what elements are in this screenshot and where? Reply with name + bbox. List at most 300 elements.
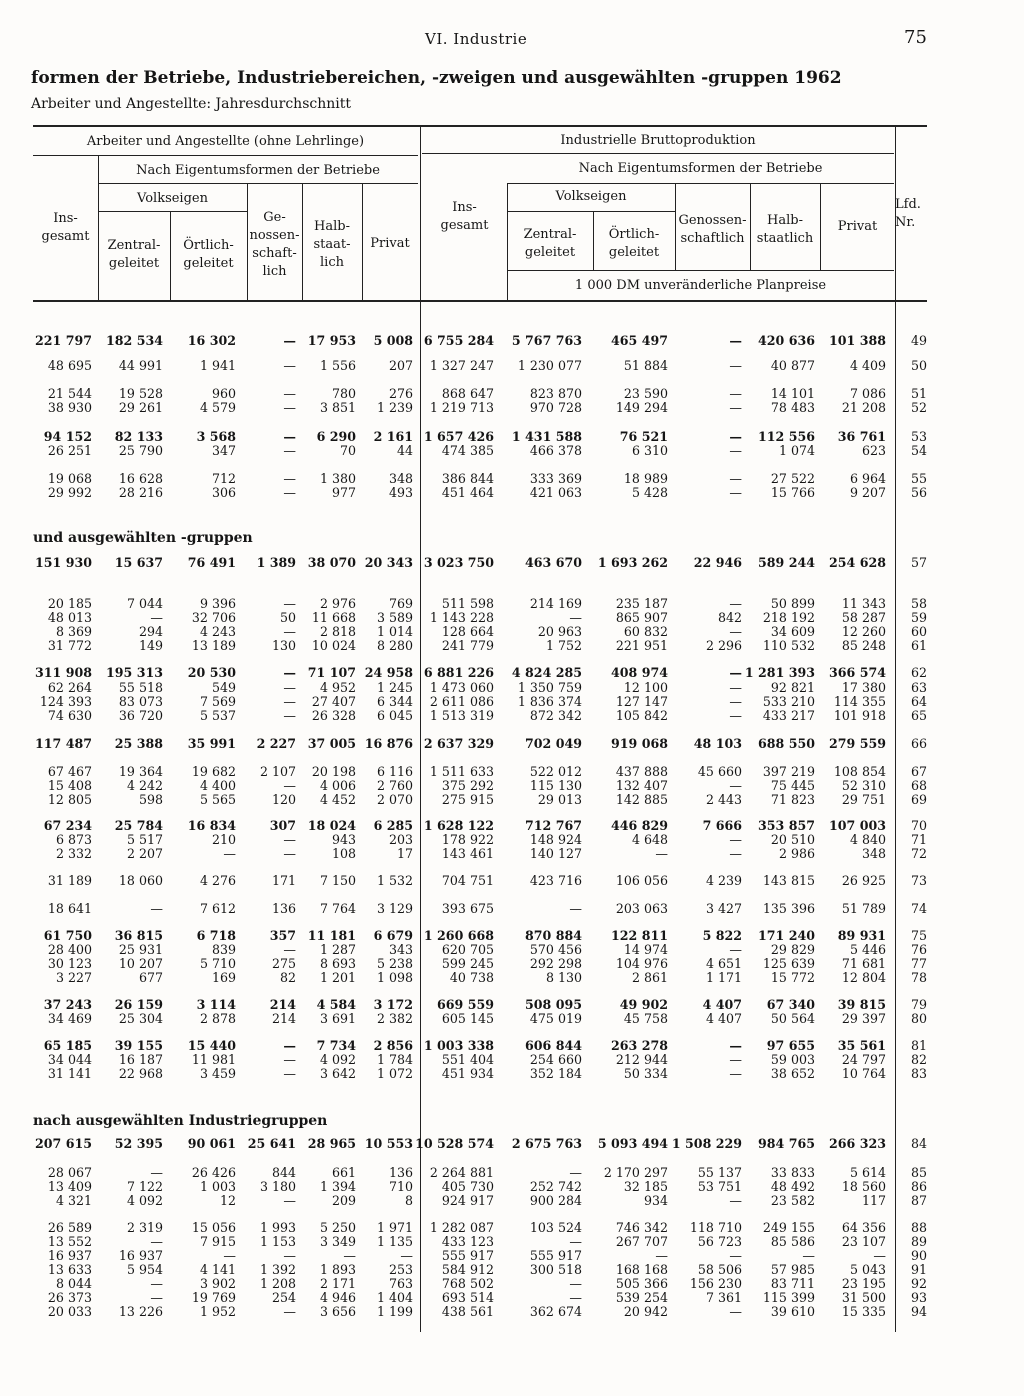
cell-halbstaatlich: 2 171 bbox=[319, 1276, 356, 1291]
cell-zentralgeleitet: 16 937 bbox=[118, 1248, 163, 1263]
cell-oertlichgeleitet: 306 bbox=[211, 485, 236, 500]
cell-privat: 10 553 bbox=[364, 1136, 413, 1151]
cell-produktion-genossenschaftlich: 118 710 bbox=[689, 1220, 742, 1235]
cell-insgesamt: 8 369 bbox=[55, 624, 92, 639]
table-row bbox=[0, 1276, 1024, 1291]
table-row bbox=[0, 778, 1024, 793]
cell-lfd-nr: 59 bbox=[910, 610, 927, 625]
header-insgesamt-left: Ins- gesamt bbox=[41, 211, 90, 244]
cell-produktion-privat: 15 335 bbox=[841, 1304, 886, 1319]
cell-oertlichgeleitet: 16 302 bbox=[187, 333, 236, 348]
cell-halbstaatlich: 7 764 bbox=[319, 901, 356, 916]
cell-produktion-oertlichgeleitet: 746 342 bbox=[615, 1220, 668, 1235]
cell-privat: 20 343 bbox=[364, 555, 413, 570]
cell-produktion-zentralgeleitet: 463 670 bbox=[525, 555, 582, 570]
cell-produktion-genossenschaftlich: 7 666 bbox=[702, 818, 742, 833]
cell-produktion-genossenschaftlich: 1 171 bbox=[705, 970, 742, 985]
cell-genossenschaftlich: 50 bbox=[279, 610, 296, 625]
cell-produktion-insgesamt: 6 881 226 bbox=[423, 665, 494, 680]
cell-produktion-halbstaatlich: 23 582 bbox=[770, 1193, 815, 1208]
cell-genossenschaftlich: 307 bbox=[269, 818, 296, 833]
cell-insgesamt: 67 234 bbox=[43, 818, 92, 833]
cell-halbstaatlich: 4 952 bbox=[319, 680, 356, 695]
cell-produktion-genossenschaftlich: — bbox=[729, 942, 742, 957]
cell-privat: 5 238 bbox=[376, 956, 413, 971]
cell-oertlichgeleitet: 4 276 bbox=[199, 873, 236, 888]
cell-produktion-genossenschaftlich: — bbox=[729, 429, 742, 444]
cell-produktion-zentralgeleitet: 872 342 bbox=[529, 708, 582, 723]
cell-halbstaatlich: 1 394 bbox=[319, 1179, 356, 1194]
cell-produktion-privat: 23 195 bbox=[841, 1276, 886, 1291]
cell-privat: 2 760 bbox=[376, 778, 413, 793]
cell-genossenschaftlich: 214 bbox=[269, 997, 296, 1012]
cell-produktion-halbstaatlich: 14 101 bbox=[770, 386, 815, 401]
cell-oertlichgeleitet: 4 243 bbox=[199, 624, 236, 639]
cell-oertlichgeleitet: 7 612 bbox=[199, 901, 236, 916]
cell-produktion-oertlichgeleitet: 1 693 262 bbox=[597, 555, 668, 570]
cell-produktion-oertlichgeleitet: 2 170 297 bbox=[603, 1165, 668, 1180]
table-row bbox=[0, 970, 1024, 985]
cell-lfd-nr: 92 bbox=[910, 1276, 927, 1291]
cell-genossenschaftlich: 1 993 bbox=[259, 1220, 296, 1235]
header-rule bbox=[33, 155, 418, 156]
cell-insgesamt: 37 243 bbox=[43, 997, 92, 1012]
cell-produktion-privat: 35 561 bbox=[837, 1038, 886, 1053]
cell-genossenschaftlich: — bbox=[283, 1304, 296, 1319]
cell-halbstaatlich: 1 380 bbox=[319, 471, 356, 486]
cell-produktion-privat: 89 931 bbox=[837, 928, 886, 943]
cell-halbstaatlich: 7 150 bbox=[319, 873, 356, 888]
cell-genossenschaftlich: 2 107 bbox=[259, 764, 296, 779]
cell-produktion-zentralgeleitet: — bbox=[569, 1165, 582, 1180]
cell-insgesamt: 18 641 bbox=[47, 901, 92, 916]
cell-produktion-privat: 10 764 bbox=[841, 1066, 886, 1081]
cell-produktion-halbstaatlich: 83 711 bbox=[770, 1276, 815, 1291]
cell-privat: 253 bbox=[388, 1262, 413, 1277]
cell-insgesamt: 207 615 bbox=[35, 1136, 92, 1151]
cell-privat: 1 014 bbox=[376, 624, 413, 639]
cell-produktion-zentralgeleitet: — bbox=[569, 1276, 582, 1291]
cell-produktion-halbstaatlich: 1 281 393 bbox=[744, 665, 815, 680]
header-workers: Arbeiter und Angestellte (ohne Lehrlinge) bbox=[86, 134, 365, 149]
cell-produktion-oertlichgeleitet: 12 100 bbox=[623, 680, 668, 695]
cell-genossenschaftlich: — bbox=[283, 358, 296, 373]
table-row bbox=[0, 610, 1024, 625]
cell-produktion-oertlichgeleitet: 203 063 bbox=[615, 901, 668, 916]
cell-genossenschaftlich: — bbox=[283, 443, 296, 458]
cell-insgesamt: 12 805 bbox=[47, 792, 92, 807]
cell-genossenschaftlich: — bbox=[283, 1248, 296, 1263]
cell-produktion-genossenschaftlich: 56 723 bbox=[697, 1234, 742, 1249]
cell-lfd-nr: 81 bbox=[910, 1038, 927, 1053]
cell-zentralgeleitet: 677 bbox=[138, 970, 163, 985]
cell-oertlichgeleitet: 1 003 bbox=[199, 1179, 236, 1194]
cell-oertlichgeleitet: 549 bbox=[211, 680, 236, 695]
cell-genossenschaftlich: 3 180 bbox=[259, 1179, 296, 1194]
cell-produktion-privat: 18 560 bbox=[841, 1179, 886, 1194]
cell-zentralgeleitet: — bbox=[150, 610, 163, 625]
cell-produktion-genossenschaftlich: — bbox=[729, 1248, 742, 1263]
cell-produktion-zentralgeleitet: 140 127 bbox=[529, 846, 582, 861]
cell-zentralgeleitet: 28 216 bbox=[118, 485, 163, 500]
table-row bbox=[0, 818, 1024, 833]
header-rule bbox=[422, 153, 894, 154]
cell-genossenschaftlich: 1 208 bbox=[259, 1276, 296, 1291]
cell-produktion-zentralgeleitet: — bbox=[569, 610, 582, 625]
cell-produktion-halbstaatlich: 20 510 bbox=[770, 832, 815, 847]
table-row bbox=[0, 485, 1024, 500]
cell-produktion-oertlichgeleitet: 127 147 bbox=[615, 694, 668, 709]
cell-lfd-nr: 71 bbox=[910, 832, 927, 847]
cell-zentralgeleitet: 82 133 bbox=[114, 429, 163, 444]
cell-produktion-zentralgeleitet: 20 963 bbox=[537, 624, 582, 639]
cell-produktion-zentralgeleitet: 115 130 bbox=[529, 778, 582, 793]
cell-halbstaatlich: 18 024 bbox=[307, 818, 356, 833]
cell-produktion-zentralgeleitet: 475 019 bbox=[529, 1011, 582, 1026]
running-head: VI. Industrie bbox=[425, 30, 528, 48]
cell-insgesamt: 15 408 bbox=[47, 778, 92, 793]
cell-zentralgeleitet: 25 790 bbox=[118, 443, 163, 458]
cell-privat: 1 532 bbox=[376, 873, 413, 888]
cell-produktion-halbstaatlich: 40 877 bbox=[770, 358, 815, 373]
cell-produktion-zentralgeleitet: 254 660 bbox=[529, 1052, 582, 1067]
cell-produktion-genossenschaftlich: — bbox=[729, 665, 742, 680]
cell-privat: 493 bbox=[388, 485, 413, 500]
cell-produktion-genossenschaftlich: — bbox=[729, 386, 742, 401]
cell-genossenschaftlich: 2 227 bbox=[256, 736, 296, 751]
cell-produktion-privat: 5 614 bbox=[849, 1165, 886, 1180]
table-row bbox=[0, 1248, 1024, 1263]
cell-lfd-nr: 66 bbox=[910, 736, 927, 751]
cell-insgesamt: 74 630 bbox=[47, 708, 92, 723]
cell-produktion-genossenschaftlich: — bbox=[729, 694, 742, 709]
cell-produktion-zentralgeleitet: 1 836 374 bbox=[517, 694, 582, 709]
cell-produktion-insgesamt: 669 559 bbox=[437, 997, 494, 1012]
cell-lfd-nr: 57 bbox=[910, 555, 927, 570]
header-halbstaatlich-left: Halb- staat- lich bbox=[313, 219, 351, 270]
cell-zentralgeleitet: 44 991 bbox=[118, 358, 163, 373]
cell-produktion-zentralgeleitet: 421 063 bbox=[529, 485, 582, 500]
cell-zentralgeleitet: 2 207 bbox=[126, 846, 163, 861]
cell-insgesamt: 19 068 bbox=[47, 471, 92, 486]
cell-halbstaatlich: 3 642 bbox=[319, 1066, 356, 1081]
cell-produktion-genossenschaftlich: 2 296 bbox=[705, 638, 742, 653]
cell-privat: 1 784 bbox=[376, 1052, 413, 1067]
cell-produktion-halbstaatlich: 589 244 bbox=[758, 555, 815, 570]
cell-oertlichgeleitet: 20 530 bbox=[187, 665, 236, 680]
cell-privat: 6 116 bbox=[376, 764, 413, 779]
cell-produktion-genossenschaftlich: 53 751 bbox=[697, 1179, 742, 1194]
cell-genossenschaftlich: — bbox=[283, 429, 296, 444]
cell-halbstaatlich: 2 818 bbox=[319, 624, 356, 639]
cell-lfd-nr: 78 bbox=[910, 970, 927, 985]
header-halbstaatlich-right: Halb- staatlich bbox=[756, 213, 814, 246]
cell-produktion-insgesamt: 1 628 122 bbox=[423, 818, 494, 833]
cell-produktion-halbstaatlich: 984 765 bbox=[758, 1136, 815, 1151]
cell-produktion-halbstaatlich: 15 766 bbox=[770, 485, 815, 500]
table-row bbox=[0, 1220, 1024, 1235]
cell-produktion-insgesamt: 40 738 bbox=[449, 970, 494, 985]
cell-produktion-zentralgeleitet: 252 742 bbox=[529, 1179, 582, 1194]
cell-produktion-halbstaatlich: 57 985 bbox=[770, 1262, 815, 1277]
cell-halbstaatlich: 28 965 bbox=[307, 1136, 356, 1151]
cell-produktion-privat: 4 840 bbox=[849, 832, 886, 847]
cell-genossenschaftlich: 1 392 bbox=[259, 1262, 296, 1277]
cell-oertlichgeleitet: 1 941 bbox=[199, 358, 236, 373]
cell-produktion-oertlichgeleitet: 122 811 bbox=[611, 928, 668, 943]
cell-genossenschaftlich: 25 641 bbox=[247, 1136, 296, 1151]
table-row bbox=[0, 1179, 1024, 1194]
cell-oertlichgeleitet: 4 141 bbox=[199, 1262, 236, 1277]
cell-produktion-oertlichgeleitet: 45 758 bbox=[623, 1011, 668, 1026]
cell-zentralgeleitet: — bbox=[150, 1290, 163, 1305]
cell-produktion-insgesamt: 1 003 338 bbox=[423, 1038, 494, 1053]
cell-produktion-insgesamt: 405 730 bbox=[441, 1179, 494, 1194]
cell-zentralgeleitet: 25 304 bbox=[118, 1011, 163, 1026]
cell-lfd-nr: 83 bbox=[910, 1066, 927, 1081]
cell-produktion-genossenschaftlich: 22 946 bbox=[693, 555, 742, 570]
cell-genossenschaftlich: — bbox=[283, 1066, 296, 1081]
cell-produktion-zentralgeleitet: — bbox=[569, 1234, 582, 1249]
cell-halbstaatlich: 27 407 bbox=[311, 694, 356, 709]
cell-insgesamt: 31 772 bbox=[47, 638, 92, 653]
cell-genossenschaftlich: 1 389 bbox=[256, 555, 296, 570]
cell-halbstaatlich: 209 bbox=[331, 1193, 356, 1208]
cell-produktion-privat: 24 797 bbox=[841, 1052, 886, 1067]
cell-insgesamt: 31 141 bbox=[47, 1066, 92, 1081]
cell-halbstaatlich: 37 005 bbox=[307, 736, 356, 751]
table-row bbox=[0, 792, 1024, 807]
table-row bbox=[0, 555, 1024, 570]
cell-produktion-insgesamt: 10 528 574 bbox=[415, 1136, 494, 1151]
cell-produktion-zentralgeleitet: 333 369 bbox=[529, 471, 582, 486]
cell-produktion-insgesamt: 1 260 668 bbox=[423, 928, 494, 943]
cell-oertlichgeleitet: 210 bbox=[211, 832, 236, 847]
cell-halbstaatlich: 3 656 bbox=[319, 1304, 356, 1319]
cell-produktion-privat: — bbox=[873, 1248, 886, 1263]
cell-halbstaatlich: 7 734 bbox=[316, 1038, 356, 1053]
cell-oertlichgeleitet: 15 056 bbox=[191, 1220, 236, 1235]
cell-insgesamt: 4 321 bbox=[55, 1193, 92, 1208]
cell-produktion-zentralgeleitet: 702 049 bbox=[525, 736, 582, 751]
cell-produktion-genossenschaftlich: 4 651 bbox=[705, 956, 742, 971]
cell-produktion-privat: 623 bbox=[861, 443, 886, 458]
cell-lfd-nr: 90 bbox=[910, 1248, 927, 1263]
cell-produktion-insgesamt: 386 844 bbox=[441, 471, 494, 486]
cell-genossenschaftlich: — bbox=[283, 680, 296, 695]
cell-produktion-insgesamt: 1 511 633 bbox=[429, 764, 494, 779]
cell-produktion-insgesamt: 924 917 bbox=[441, 1193, 494, 1208]
cell-privat: 3 172 bbox=[373, 997, 413, 1012]
cell-halbstaatlich: 1 556 bbox=[319, 358, 356, 373]
cell-produktion-halbstaatlich: 34 609 bbox=[770, 624, 815, 639]
cell-lfd-nr: 75 bbox=[910, 928, 927, 943]
table-row bbox=[0, 901, 1024, 916]
cell-insgesamt: 21 544 bbox=[47, 386, 92, 401]
table-row bbox=[0, 1052, 1024, 1067]
cell-produktion-oertlichgeleitet: 14 974 bbox=[623, 942, 668, 957]
cell-produktion-oertlichgeleitet: — bbox=[655, 1248, 668, 1263]
cell-lfd-nr: 88 bbox=[910, 1220, 927, 1235]
cell-insgesamt: 2 332 bbox=[55, 846, 92, 861]
cell-produktion-zentralgeleitet: 8 130 bbox=[545, 970, 582, 985]
cell-produktion-insgesamt: 768 502 bbox=[441, 1276, 494, 1291]
cell-zentralgeleitet: 2 319 bbox=[126, 1220, 163, 1235]
header-insgesamt-right: Ins- gesamt bbox=[440, 200, 489, 233]
cell-produktion-privat: 101 388 bbox=[829, 333, 886, 348]
cell-produktion-zentralgeleitet: 870 884 bbox=[525, 928, 582, 943]
cell-lfd-nr: 77 bbox=[910, 956, 927, 971]
cell-insgesamt: 62 264 bbox=[47, 680, 92, 695]
table-row bbox=[0, 694, 1024, 709]
cell-produktion-genossenschaftlich: — bbox=[729, 708, 742, 723]
cell-produktion-zentralgeleitet: 352 184 bbox=[529, 1066, 582, 1081]
cell-privat: 44 bbox=[396, 443, 413, 458]
cell-produktion-genossenschaftlich: 55 137 bbox=[697, 1165, 742, 1180]
cell-insgesamt: 26 373 bbox=[47, 1290, 92, 1305]
cell-genossenschaftlich: 254 bbox=[271, 1290, 296, 1305]
cell-produktion-zentralgeleitet: 214 169 bbox=[529, 596, 582, 611]
cell-oertlichgeleitet: 4 579 bbox=[199, 400, 236, 415]
cell-produktion-oertlichgeleitet: 2 861 bbox=[631, 970, 668, 985]
cell-produktion-oertlichgeleitet: 20 942 bbox=[623, 1304, 668, 1319]
cell-produktion-zentralgeleitet: 1 350 759 bbox=[517, 680, 582, 695]
cell-produktion-genossenschaftlich: — bbox=[729, 485, 742, 500]
cell-lfd-nr: 74 bbox=[910, 901, 927, 916]
cell-lfd-nr: 84 bbox=[910, 1136, 927, 1151]
cell-produktion-halbstaatlich: 249 155 bbox=[762, 1220, 815, 1235]
cell-privat: 1 098 bbox=[376, 970, 413, 985]
cell-zentralgeleitet: 294 bbox=[138, 624, 163, 639]
header-rule bbox=[98, 211, 247, 212]
cell-privat: 1 072 bbox=[376, 1066, 413, 1081]
cell-zentralgeleitet: 15 637 bbox=[114, 555, 163, 570]
cell-insgesamt: 20 033 bbox=[47, 1304, 92, 1319]
cell-produktion-privat: 29 397 bbox=[841, 1011, 886, 1026]
header-zentral-left: Zentral- geleitet bbox=[107, 238, 161, 271]
cell-produktion-insgesamt: 128 664 bbox=[441, 624, 494, 639]
cell-produktion-halbstaatlich: 171 240 bbox=[758, 928, 815, 943]
cell-produktion-zentralgeleitet: 300 518 bbox=[529, 1262, 582, 1277]
cell-zentralgeleitet: 13 226 bbox=[118, 1304, 163, 1319]
cell-produktion-insgesamt: 2 264 881 bbox=[429, 1165, 494, 1180]
cell-produktion-insgesamt: 1 143 228 bbox=[429, 610, 494, 625]
cell-produktion-privat: 279 559 bbox=[829, 736, 886, 751]
cell-privat: 343 bbox=[388, 942, 413, 957]
cell-produktion-oertlichgeleitet: 408 974 bbox=[611, 665, 668, 680]
cell-produktion-genossenschaftlich: — bbox=[729, 333, 742, 348]
cell-produktion-genossenschaftlich: 48 103 bbox=[693, 736, 742, 751]
cell-privat: 1 199 bbox=[376, 1304, 413, 1319]
cell-oertlichgeleitet: 35 991 bbox=[187, 736, 236, 751]
table-row bbox=[0, 942, 1024, 957]
cell-privat: 1 239 bbox=[376, 400, 413, 415]
cell-produktion-oertlichgeleitet: 5 093 494 bbox=[597, 1136, 668, 1151]
cell-produktion-oertlichgeleitet: 18 989 bbox=[623, 471, 668, 486]
cell-produktion-privat: 51 789 bbox=[841, 901, 886, 916]
cell-halbstaatlich: 5 250 bbox=[319, 1220, 356, 1235]
table-row bbox=[0, 443, 1024, 458]
cell-oertlichgeleitet: 6 718 bbox=[196, 928, 236, 943]
cell-produktion-halbstaatlich: — bbox=[802, 1248, 815, 1263]
cell-lfd-nr: 87 bbox=[910, 1193, 927, 1208]
cell-genossenschaftlich: — bbox=[283, 694, 296, 709]
cell-privat: 763 bbox=[388, 1276, 413, 1291]
cell-privat: 8 bbox=[404, 1193, 413, 1208]
cell-produktion-oertlichgeleitet: 263 278 bbox=[611, 1038, 668, 1053]
cell-genossenschaftlich: — bbox=[283, 1038, 296, 1053]
cell-privat: 3 129 bbox=[376, 901, 413, 916]
cell-zentralgeleitet: 182 534 bbox=[106, 333, 163, 348]
cell-oertlichgeleitet: 1 952 bbox=[199, 1304, 236, 1319]
cell-genossenschaftlich: 171 bbox=[271, 873, 296, 888]
cell-produktion-genossenschaftlich: — bbox=[729, 846, 742, 861]
cell-oertlichgeleitet: 3 459 bbox=[199, 1066, 236, 1081]
cell-produktion-halbstaatlich: 433 217 bbox=[762, 708, 815, 723]
table-row bbox=[0, 1304, 1024, 1319]
cell-zentralgeleitet: 19 364 bbox=[118, 764, 163, 779]
cell-produktion-halbstaatlich: 85 586 bbox=[770, 1234, 815, 1249]
cell-zentralgeleitet: 598 bbox=[138, 792, 163, 807]
cell-privat: 3 589 bbox=[376, 610, 413, 625]
cell-produktion-oertlichgeleitet: 5 428 bbox=[631, 485, 668, 500]
cell-oertlichgeleitet: 26 426 bbox=[191, 1165, 236, 1180]
cell-oertlichgeleitet: 7 569 bbox=[199, 694, 236, 709]
cell-lfd-nr: 56 bbox=[910, 485, 927, 500]
cell-halbstaatlich: 3 349 bbox=[319, 1234, 356, 1249]
cell-produktion-genossenschaftlich: 3 427 bbox=[705, 901, 742, 916]
cell-zentralgeleitet: 7 122 bbox=[126, 1179, 163, 1194]
cell-zentralgeleitet: — bbox=[150, 901, 163, 916]
cell-lfd-nr: 86 bbox=[910, 1179, 927, 1194]
cell-oertlichgeleitet: 4 400 bbox=[199, 778, 236, 793]
cell-insgesamt: 221 797 bbox=[35, 333, 92, 348]
cell-insgesamt: 34 044 bbox=[47, 1052, 92, 1067]
cell-produktion-zentralgeleitet: — bbox=[569, 901, 582, 916]
table-row bbox=[0, 1290, 1024, 1305]
cell-lfd-nr: 72 bbox=[910, 846, 927, 861]
cell-lfd-nr: 76 bbox=[910, 942, 927, 957]
cell-zentralgeleitet: 39 155 bbox=[114, 1038, 163, 1053]
cell-produktion-privat: 39 815 bbox=[837, 997, 886, 1012]
cell-zentralgeleitet: 5 954 bbox=[126, 1262, 163, 1277]
cell-produktion-insgesamt: 1 513 319 bbox=[429, 708, 494, 723]
cell-produktion-zentralgeleitet: 466 378 bbox=[529, 443, 582, 458]
cell-produktion-genossenschaftlich: 1 508 229 bbox=[671, 1136, 742, 1151]
cell-zentralgeleitet: 36 815 bbox=[114, 928, 163, 943]
table-center-divider bbox=[420, 126, 421, 1332]
cell-genossenschaftlich: — bbox=[283, 1193, 296, 1208]
cell-oertlichgeleitet: 712 bbox=[211, 471, 236, 486]
cell-lfd-nr: 85 bbox=[910, 1165, 927, 1180]
cell-insgesamt: 48 695 bbox=[47, 358, 92, 373]
cell-produktion-genossenschaftlich: — bbox=[729, 832, 742, 847]
cell-produktion-oertlichgeleitet: 142 885 bbox=[615, 792, 668, 807]
header-rule bbox=[507, 183, 894, 184]
cell-produktion-privat: 36 761 bbox=[837, 429, 886, 444]
cell-produktion-genossenschaftlich: — bbox=[729, 1304, 742, 1319]
cell-produktion-insgesamt: 474 385 bbox=[441, 443, 494, 458]
cell-lfd-nr: 89 bbox=[910, 1234, 927, 1249]
cell-halbstaatlich: 4 092 bbox=[319, 1052, 356, 1067]
cell-produktion-privat: 31 500 bbox=[841, 1290, 886, 1305]
cell-privat: 2 382 bbox=[376, 1011, 413, 1026]
cell-produktion-halbstaatlich: 39 610 bbox=[770, 1304, 815, 1319]
cell-lfd-nr: 54 bbox=[910, 443, 927, 458]
cell-genossenschaftlich: — bbox=[283, 471, 296, 486]
cell-produktion-halbstaatlich: 75 445 bbox=[770, 778, 815, 793]
cell-oertlichgeleitet: 3 114 bbox=[196, 997, 236, 1012]
